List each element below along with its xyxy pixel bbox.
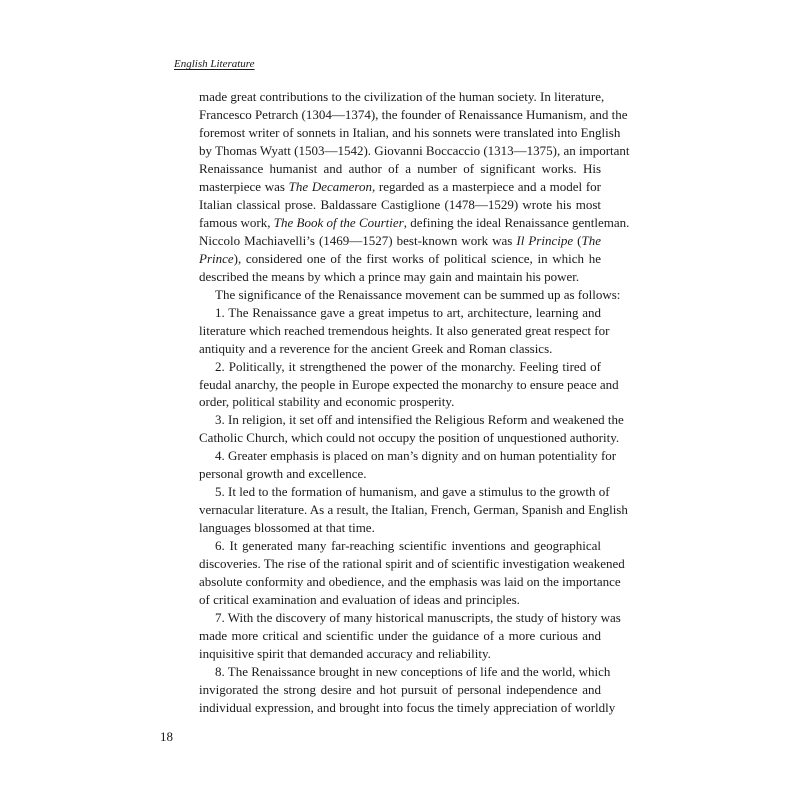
text-line: Catholic Church, which could not occupy the position of unquestioned authority.: [199, 430, 620, 446]
text-line: foremost writer of sonnets in Italian, and his sonnets were translated into English: [199, 124, 621, 140]
text-line: [199, 214, 630, 232]
text-line: 2. Politically, it strengthened the power of the monarchy. Feeling tired of: [215, 358, 601, 374]
italic-title: The Book of the Courtier: [273, 214, 404, 230]
text-line: individual expression, and brought into focus the timely appreciation of worldly: [199, 699, 616, 715]
text-line: 7. With the discovery of many historical manuscripts, the study of history was: [215, 610, 621, 626]
text-line: languages blossomed at that time.: [199, 520, 375, 536]
paragraph: [199, 537, 625, 609]
text-segment: ), considered one of the first works of political science, in which he: [233, 250, 601, 266]
text-line: of critical examination and evaluation of ideas and principles.: [199, 592, 520, 608]
text-line: 4. Greater emphasis is placed on man’s dignity and on human potentiality for: [215, 448, 617, 464]
text-segment: , defining the ideal Renaissance gentleman.: [403, 214, 630, 230]
text-segment: , regarded as a masterpiece and a model for: [372, 178, 601, 194]
text-line: 1. The Renaissance gave a great impetus to art, architecture, learning and: [215, 304, 601, 320]
text-line: vernacular literature. As a result, the Italian, French, German, Spanish and English: [199, 502, 628, 518]
text-segment: (: [573, 232, 582, 248]
paragraph: [199, 304, 610, 358]
paragraph: [199, 358, 619, 412]
text-segment: Niccolo Machiavelli’s (1469—1527) best-known work was: [199, 232, 517, 248]
text-line: by Thomas Wyatt (1503—1542). Giovanni Boccaccio (1313—1375), an important: [199, 142, 630, 158]
paragraph: [199, 483, 628, 537]
page-number: 18: [160, 729, 173, 744]
text-line: 3. In religion, it set off and intensified the Religious Reform and weakened the: [215, 412, 624, 428]
text-line: feudal anarchy, the people in Europe expected the monarchy to ensure peace and: [199, 376, 619, 392]
text-segment: famous work,: [199, 214, 274, 230]
paragraph: [199, 663, 616, 717]
text-line: 6. It generated many far-reaching scientific inventions and geographical: [215, 538, 601, 554]
paragraph: [199, 609, 621, 663]
text-line: order, political stability and economic prosperity.: [199, 394, 455, 410]
text-line: The significance of the Renaissance movement can be summed up as follows:: [215, 286, 621, 302]
paragraph: [199, 447, 617, 483]
text-line: 5. It led to the formation of humanism, and gave a stimulus to the growth of: [215, 484, 610, 500]
text-line: [199, 178, 601, 196]
text-line: made great contributions to the civilization of the human society. In literature,: [199, 89, 605, 104]
italic-title: Prince: [199, 250, 234, 266]
text-line: literature which reached tremendous heights. It also generated great respect for: [199, 322, 610, 338]
paragraph: [199, 88, 630, 286]
text-line: discoveries. The rise of the rational spirit and of scientific investigation weakened: [199, 556, 625, 572]
body-text: [199, 88, 630, 717]
italic-title: Il Principe: [516, 232, 574, 248]
text-segment: masterpiece was: [199, 178, 289, 194]
paragraph: [199, 411, 624, 447]
text-line: personal growth and excellence.: [199, 466, 367, 482]
text-line: antiquity and a reverence for the ancient Greek and Roman classics.: [199, 340, 553, 356]
text-line: absolute conformity and obedience, and the emphasis was laid on the importance: [199, 574, 621, 590]
text-line: Renaissance humanist and author of a number of significant works. His: [199, 160, 601, 176]
text-line: Francesco Petrarch (1304—1374), the founder of Renaissance Humanism, and the: [199, 106, 628, 122]
italic-title: The Decameron: [288, 178, 372, 194]
italic-title: The: [581, 232, 601, 248]
text-line: [199, 232, 601, 250]
text-line: inquisitive spirit that demanded accuracy and reliability.: [199, 646, 491, 662]
text-line: 8. The Renaissance brought in new conceptions of life and the world, which: [215, 664, 611, 679]
text-line: Italian classical prose. Baldassare Castiglione (1478—1529) wrote his most: [199, 196, 601, 212]
running-head: English Literature: [174, 58, 255, 70]
text-line: made more critical and scientific under the guidance of a more curious and: [199, 628, 601, 644]
text-line: [199, 250, 601, 268]
text-line: described the means by which a prince may gain and maintain his power.: [199, 268, 580, 284]
text-line: invigorated the strong desire and hot pursuit of personal independence and: [199, 681, 601, 697]
paragraph: [199, 286, 621, 304]
